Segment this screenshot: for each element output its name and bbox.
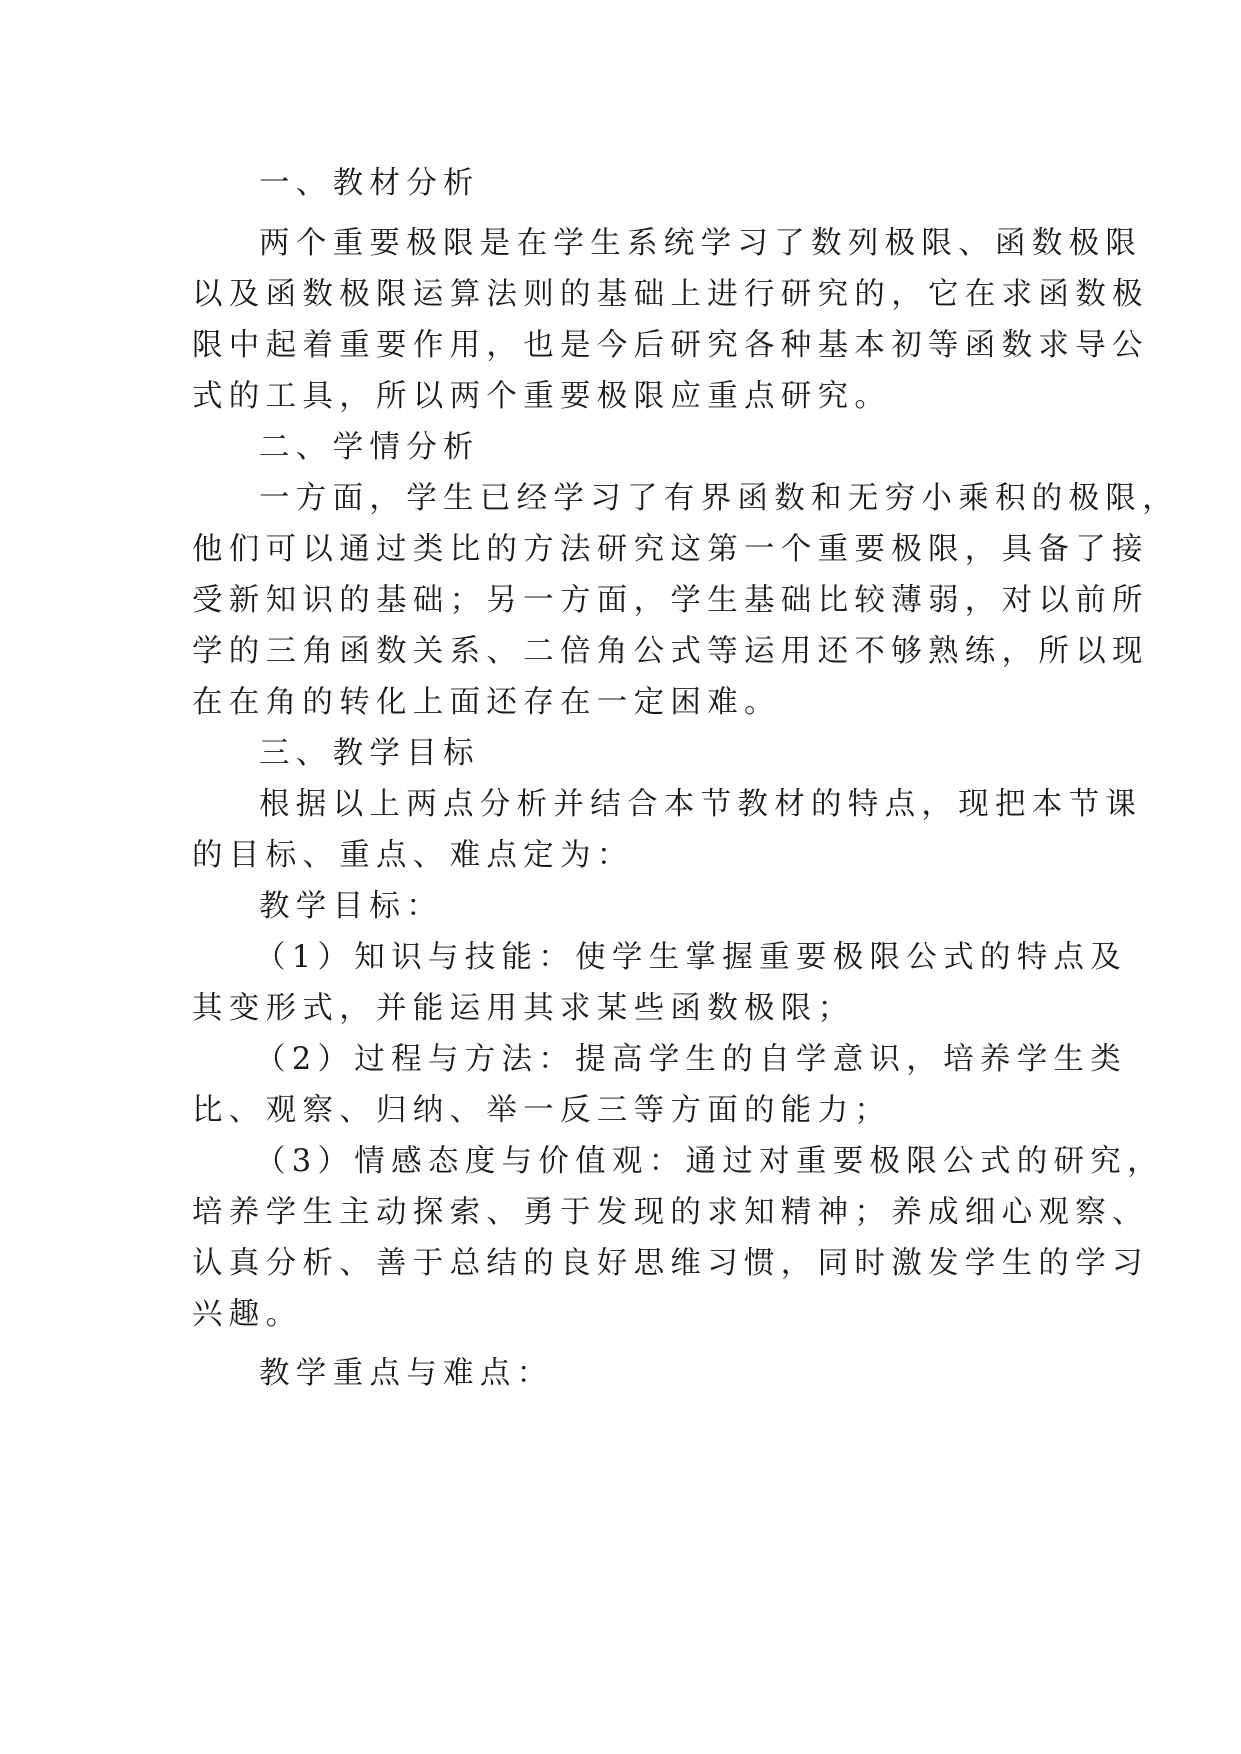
list-item-line: （1）知识与技能：使学生掌握重要极限公式的特点及 [255,940,1128,975]
paragraph-line: 限中起着重要作用，也是今后研究各种基本初等函数求导公 [192,328,1149,363]
list-item-line: 比、观察、归纳、举一反三等方面的能力； [192,1093,892,1128]
list-item-line: 认真分析、善于总结的良好思维习惯，同时激发学生的学习 [192,1246,1149,1281]
paragraph-line: 式的工具，所以两个重要极限应重点研究。 [192,379,892,414]
list-item-line: 兴趣。 [192,1297,303,1332]
paragraph-line: 他们可以通过类比的方法研究这第一个重要极限，具备了接 [192,532,1149,567]
paragraph-line: 两个重要极限是在学生系统学习了数列极限、函数极限 [259,226,1143,261]
list-item-line: （3）情感态度与价值观：通过对重要极限公式的研究， [255,1144,1164,1179]
subheading-key-points-difficulties: 教学重点与难点： [259,1356,554,1391]
section-heading-student-analysis: 二、学情分析 [259,430,480,465]
list-item-line: （2）过程与方法：提高学生的自学意识，培养学生类 [255,1042,1128,1077]
list-item-line: 培养学生主动探索、勇于发现的求知精神；养成细心观察、 [192,1195,1149,1230]
paragraph-line: 在在角的转化上面还存在一定困难。 [192,685,781,720]
paragraph-line: 受新知识的基础；另一方面，学生基础比较薄弱，对以前所 [192,583,1149,618]
paragraph-line: 根据以上两点分析并结合本节教材的特点，现把本节课 [259,787,1143,822]
paragraph-line: 的目标、重点、难点定为： [192,838,634,873]
section-heading-textbook-analysis: 一、教材分析 [259,166,480,201]
list-item-line: 其变形式，并能运用其求某些函数极限； [192,991,855,1026]
paragraph-line: 一方面，学生已经学习了有界函数和无穷小乘积的极限， [259,481,1179,516]
subheading-teaching-goals: 教学目标： [259,889,443,924]
paragraph-line: 以及函数极限运算法则的基础上进行研究的，它在求函数极 [192,277,1149,312]
paragraph-line: 学的三角函数关系、二倍角公式等运用还不够熟练，所以现 [192,634,1149,669]
section-heading-teaching-goals: 三、教学目标 [259,736,480,771]
